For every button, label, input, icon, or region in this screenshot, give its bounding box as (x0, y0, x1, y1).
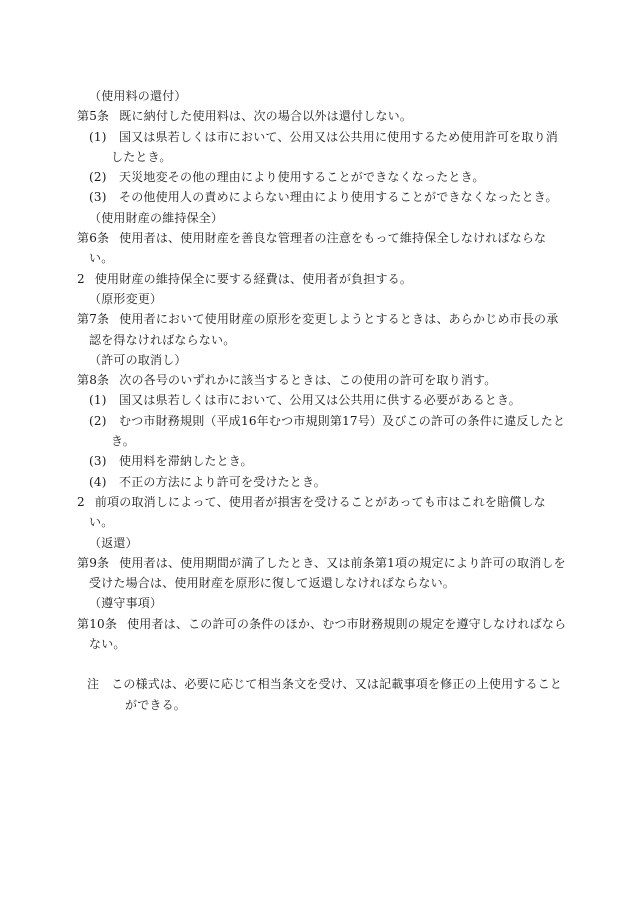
list-item (77, 127, 567, 168)
article-text: 使用者において使用財産の原形を変更しようとするときは、あらかじめ市長の承認を得なければならない。 (89, 312, 559, 347)
item-number: (1) (89, 129, 107, 144)
article-text: 使用者は、使用期間が満了したとき、又は前条第1項の規定により許可の取消しを受けた場合は、使用財産を原形に復して返還しなければならない。 (89, 555, 566, 591)
note (77, 674, 567, 715)
article-text: 既に納付した使用料は、次の場合以外は還付しない。 (119, 109, 413, 124)
article (77, 228, 567, 269)
paragraph (77, 492, 567, 533)
item-text: 不正の方法により許可を受けたとき。 (119, 474, 326, 489)
list-item (77, 472, 567, 492)
article-number: 第10条 (77, 616, 118, 631)
article-number: 第5条 (77, 109, 110, 124)
item-number: (3) (89, 454, 107, 469)
paragraph-text: 前項の取消しによって、使用者が損害を受けることがあっても市はこれを賠償しない。 (89, 494, 546, 530)
list-item (77, 411, 567, 452)
item-number: (3) (89, 190, 107, 205)
item-number: (1) (89, 393, 107, 408)
article-number: 第9条 (77, 555, 110, 570)
item-text: 国又は県若しくは市において、公用又は公共用に供する必要があるとき。 (119, 393, 521, 408)
section-heading: （遵守事項） (89, 596, 163, 611)
note-text: この様式は、必要に応じて相当条文を受け、又は記載事項を修正の上使用することができる。 (111, 677, 563, 712)
article-text: 使用者は、この許可の条件のほか、むつ市財務規則の規定を遵守しなければならない。 (89, 616, 567, 652)
article-number: 第6条 (77, 231, 110, 246)
list-item (77, 390, 567, 410)
item-text: 天災地変その他の理由により使用することができなくなったとき。 (119, 170, 485, 185)
item-text: むつ市財務規則（平成16年むつ市規則第17号）及びこの許可の条件に違反したとき。 (111, 413, 566, 449)
article-text: 次の各号のいずれかに該当するときは、この使用の許可を取り消す。 (119, 373, 497, 388)
paragraph-number: 2 (77, 494, 85, 509)
item-number: (2) (89, 170, 107, 185)
list-item (77, 187, 567, 207)
paragraph-number: 2 (77, 271, 85, 286)
list-item (77, 451, 567, 471)
item-text: 使用料を滞納したとき。 (119, 454, 253, 469)
document-body (77, 86, 567, 715)
article (77, 370, 567, 390)
article-text: 使用者は、使用財産を善良な管理者の注意をもって維持保全しなければならない。 (89, 231, 547, 266)
section-heading: （使用料の還付） (89, 89, 187, 103)
article (77, 553, 567, 594)
article-number: 第8条 (77, 373, 110, 388)
item-number: (4) (89, 474, 107, 489)
section-heading: （返還） (89, 535, 138, 550)
article-number: 第7条 (77, 312, 110, 327)
paragraph-text: 使用財産の維持保全に要する経費は、使用者が負担する。 (94, 271, 413, 286)
section-heading: （使用財産の維持保全） (89, 210, 224, 225)
list-item (77, 167, 567, 187)
article (77, 106, 567, 126)
item-text: 国又は県若しくは市において、公用又は公共用に使用するため使用許可を取り消したとき。 (111, 129, 558, 164)
paragraph (77, 269, 567, 289)
article (77, 309, 567, 350)
article (77, 614, 567, 655)
note-label: 注 (87, 677, 100, 692)
item-number: (2) (89, 413, 107, 428)
item-text: その他使用人の責めによらない理由により使用することができなくなったとき。 (119, 190, 558, 205)
section-heading: （許可の取消し） (89, 352, 187, 367)
section-heading: （原形変更） (89, 291, 163, 306)
